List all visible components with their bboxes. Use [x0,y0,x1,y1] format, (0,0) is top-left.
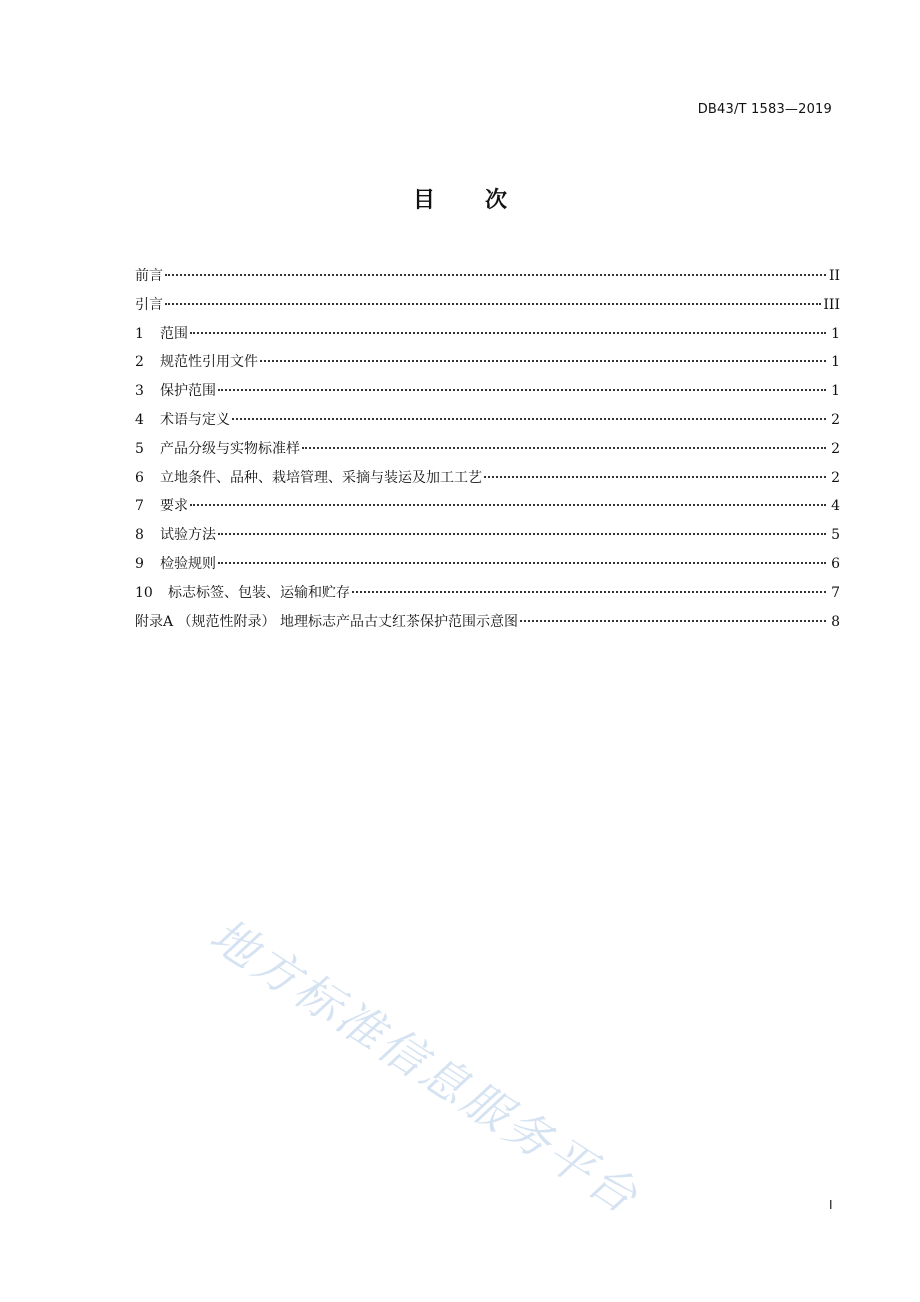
toc-entry-page: 1 [831,354,840,371]
toc-leader-dots [260,360,826,362]
toc-entry-number: 10 [135,584,153,601]
toc-leader-dots [218,533,826,535]
toc-leader-dots [302,447,826,449]
toc-entry-2[interactable] [135,348,840,377]
toc-entry-page: 1 [831,383,840,400]
table-of-contents [135,262,840,636]
toc-entry-6[interactable] [135,464,840,493]
toc-leader-dots [352,591,826,593]
toc-entry-page: 2 [831,440,840,457]
toc-entry-8[interactable] [135,521,840,550]
toc-entry-number: 4 [135,411,144,428]
toc-entry-number: 7 [135,498,144,515]
standard-code: DB43/T 1583—2019 [697,102,832,117]
toc-entry-label: 术语与定义 [160,411,230,428]
toc-entry-4[interactable] [135,406,840,435]
page-title-char-2: 次 [485,188,508,213]
toc-entry-label: 产品分级与实物标准样 [160,440,300,457]
toc-entry-page: 6 [831,555,840,572]
toc-entry-label: 试验方法 [160,527,216,544]
toc-entry-number: 5 [135,440,144,457]
toc-leader-dots [165,274,826,276]
toc-entry-number: 9 [135,555,144,572]
toc-leader-dots [484,476,826,478]
toc-leader-dots [190,332,826,334]
watermark: 地方标准信息服务平台 [200,907,650,1226]
toc-entry-label: 检验规则 [160,555,216,572]
toc-entry-page: 1 [831,325,840,342]
page-number: I [829,1198,833,1212]
toc-entry-foreword[interactable] [135,262,840,291]
page-title-char-1: 目 [412,188,435,213]
toc-entry-7[interactable] [135,492,840,521]
toc-entry-10[interactable] [135,579,840,608]
toc-entry-number: 3 [135,383,144,400]
toc-entry-number: 8 [135,527,144,544]
toc-entry-label: 保护范围 [160,383,216,400]
toc-entry-page: 2 [831,469,840,486]
toc-entry-page: 8 [831,613,840,630]
toc-entry-number: 1 [135,325,144,342]
toc-leader-dots [218,562,826,564]
toc-entry-number: 6 [135,469,144,486]
toc-entry-label: 引言 [135,296,163,313]
toc-entry-label: 立地条件、品种、栽培管理、采摘与装运及加工工艺 [160,469,482,486]
toc-entry-1[interactable] [135,320,840,349]
toc-entry-appendix-a[interactable] [135,608,840,637]
toc-leader-dots [165,303,821,305]
toc-leader-dots [232,418,826,420]
toc-entry-label: 标志标签、包装、运输和贮存 [168,584,350,601]
toc-entry-label: 规范性引用文件 [160,354,258,371]
toc-entry-label: 前言 [135,268,163,284]
toc-entry-3[interactable] [135,377,840,406]
toc-entry-9[interactable] [135,550,840,579]
toc-entry-page: III [823,296,840,313]
toc-entry-number: 2 [135,354,144,371]
toc-entry-page: 2 [831,411,840,428]
toc-entry-introduction[interactable] [135,291,840,320]
toc-entry-page: II [828,268,840,284]
toc-entry-5[interactable] [135,435,840,464]
toc-entry-label: 附录A （规范性附录） 地理标志产品古丈红茶保护范围示意图 [135,613,519,630]
toc-leader-dots [218,389,826,391]
toc-entry-label: 要求 [160,498,188,515]
toc-entry-page: 4 [831,498,840,515]
toc-entry-page: 7 [831,584,840,601]
toc-leader-dots [520,620,826,622]
toc-entry-page: 5 [831,527,840,544]
toc-leader-dots [190,504,826,506]
page-title [0,183,920,214]
toc-entry-label: 范围 [160,325,188,342]
